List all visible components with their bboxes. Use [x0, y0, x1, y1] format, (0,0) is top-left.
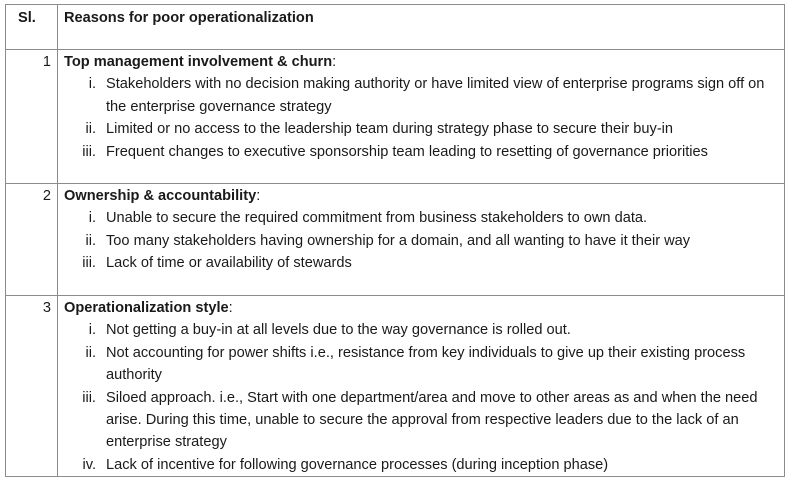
- list-marker: ii.: [85, 344, 96, 361]
- row-number: 2: [6, 184, 58, 296]
- list-item: [64, 319, 778, 341]
- list-item: [64, 207, 778, 229]
- list-marker: iii.: [82, 143, 96, 160]
- row-heading-line: Top management involvement & churn:: [64, 54, 337, 70]
- list-item: [64, 141, 778, 163]
- list-marker: ii.: [85, 232, 96, 249]
- list-marker: ii.: [85, 121, 96, 138]
- list-item-text: Lack of time or availability of stewards: [106, 255, 352, 272]
- row-heading: Operationalization style: [64, 300, 229, 316]
- list-marker: iii.: [82, 389, 96, 406]
- reasons-table: [5, 4, 785, 477]
- list-item-text: Not getting a buy-in at all levels due to the way governance is rolled out.: [106, 322, 571, 339]
- table-row: [6, 50, 785, 184]
- list-marker: iv.: [82, 456, 96, 473]
- row-heading: Ownership & accountability: [64, 188, 257, 204]
- row-content: [58, 296, 785, 477]
- list-marker: iii.: [82, 255, 96, 272]
- row-heading: Top management involvement & churn: [64, 54, 333, 70]
- list-marker: i.: [88, 210, 96, 227]
- list-item: [64, 252, 778, 274]
- row-content: [58, 184, 785, 296]
- column-header-sl: Sl.: [6, 5, 58, 50]
- list-item-text: Limited or no access to the leadership team during strategy phase to secure their buy-in: [106, 121, 674, 138]
- list-item-text: Lack of incentive for following governance processes (during inception phase): [106, 456, 609, 473]
- list-item: [64, 73, 778, 118]
- reasons-table-container: [5, 4, 785, 477]
- column-header-reasons: Reasons for poor operationalization: [58, 5, 785, 50]
- row-content: [58, 50, 785, 184]
- row-number: 3: [6, 296, 58, 477]
- table-header-row: [6, 5, 785, 50]
- table-row: [6, 184, 785, 296]
- list-item: [64, 230, 778, 252]
- table-row: [6, 296, 785, 477]
- list-item-text: Stakeholders with no decision making authority or have limited view of enterprise programs sign off on the enterprise governance strategy: [106, 76, 765, 115]
- list-item-text: Unable to secure the required commitment from business stakeholders to own data.: [106, 210, 648, 227]
- row-heading-line: Ownership & accountability:: [64, 188, 261, 204]
- reason-list: [64, 207, 778, 274]
- list-item: [64, 118, 778, 140]
- list-item-text: Not accounting for power shifts i.e., resistance from key individuals to give up their existing process authority: [106, 344, 746, 384]
- list-marker: i.: [88, 76, 96, 93]
- row-heading-line: Operationalization style:: [64, 300, 233, 316]
- reason-list: [64, 319, 778, 476]
- list-item: [64, 387, 778, 454]
- list-item-text: Frequent changes to executive sponsorship team leading to resetting of governance priorities: [106, 143, 708, 160]
- list-item-text: Siloed approach. i.e., Start with one department/area and move to other areas as and when the need arise. During this time, unable to secure the approval from respective leaders due to the lack of an enterprise strategy: [106, 389, 758, 451]
- reason-list: [64, 73, 778, 163]
- list-item: [64, 454, 778, 476]
- list-marker: i.: [88, 322, 96, 339]
- list-item-text: Too many stakeholders having ownership for a domain, and all wanting to have it their way: [106, 232, 691, 249]
- row-number: 1: [6, 50, 58, 184]
- list-item: [64, 342, 778, 387]
